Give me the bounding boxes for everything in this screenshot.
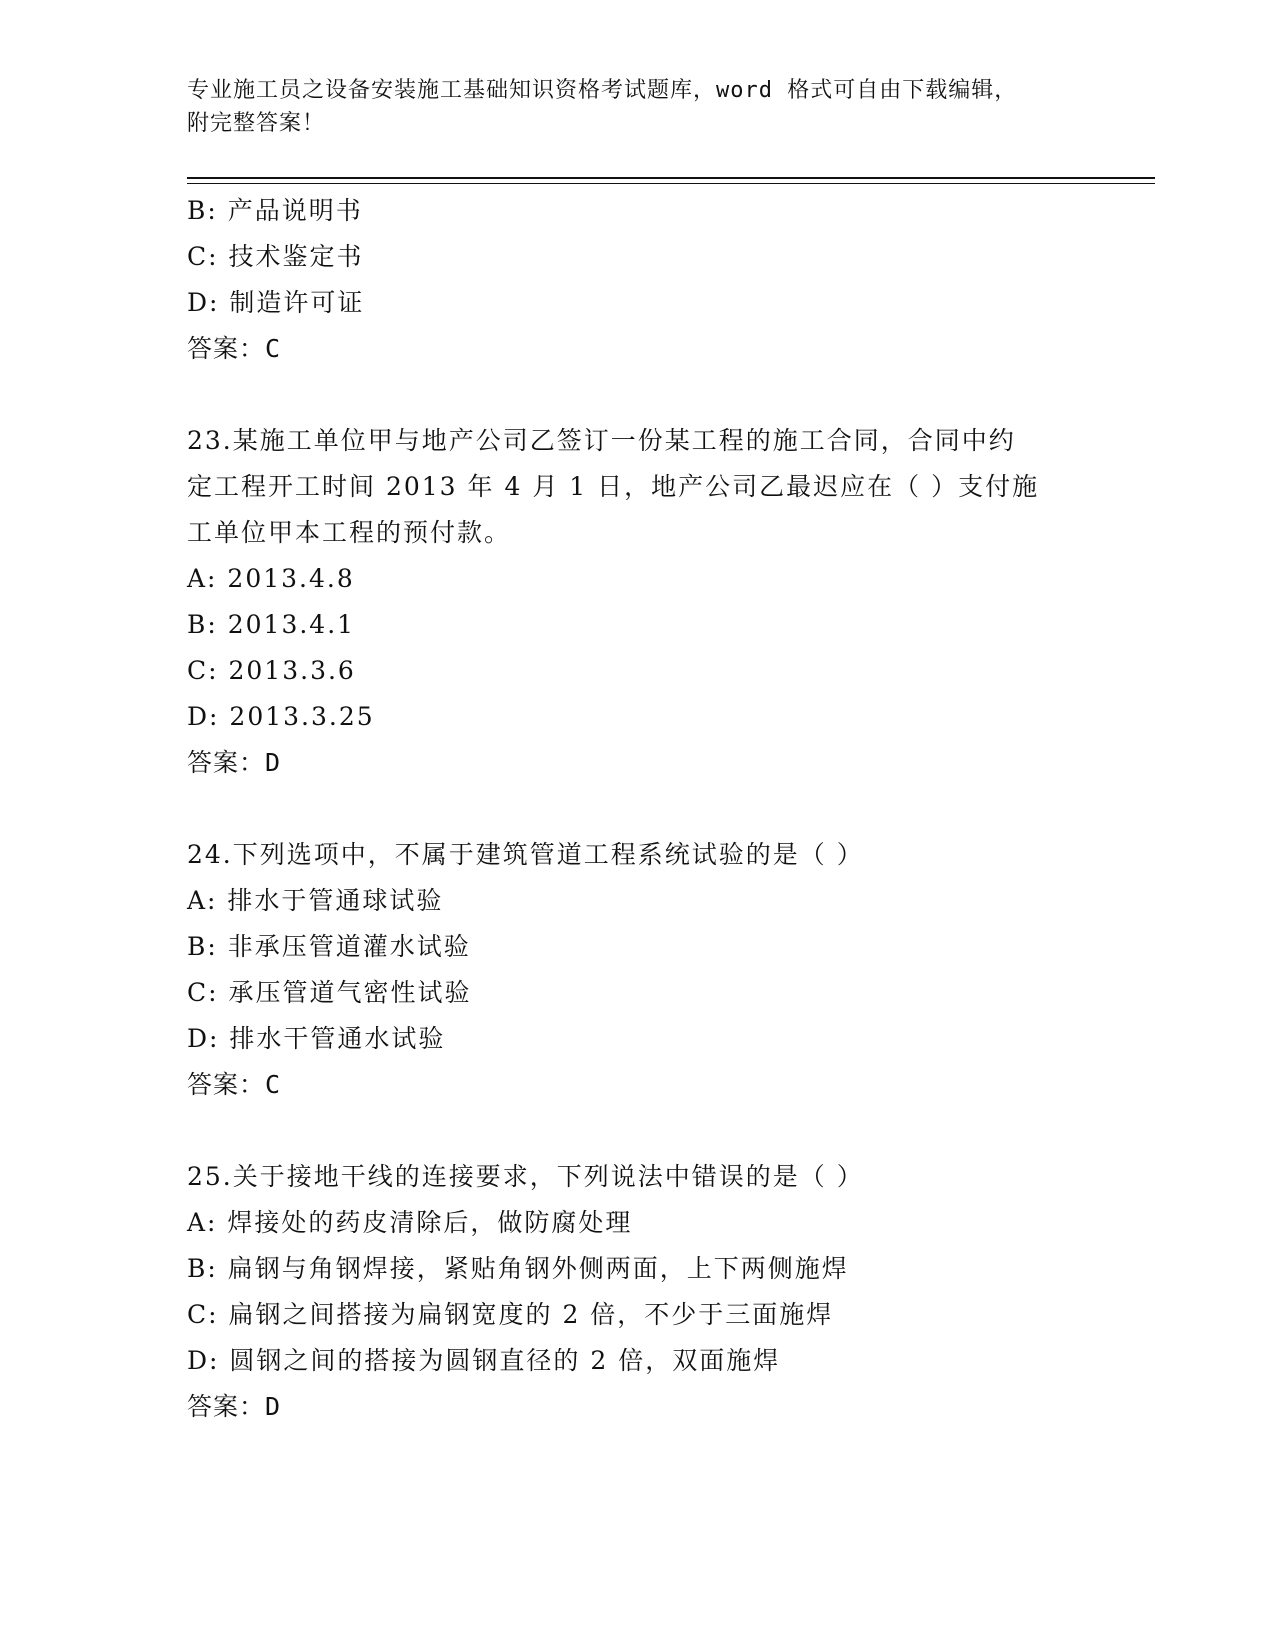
question-stem-line: 23.某施工单位甲与地产公司乙签订一份某工程的施工合同，合同中约 [187,426,1016,455]
answer-line: 答案：D [187,748,282,777]
question-stem-line: 工单位甲本工程的预付款。 [187,518,512,547]
option-c: C: 2013.3.6 [187,656,356,685]
spacer [187,786,1147,832]
option-a: A: 排水于管通球试验 [187,886,444,915]
option-c: C: 技术鉴定书 [187,242,364,271]
question-stem-line: 定工程开工时间 2013 年 4 月 1 日，地产公司乙最迟应在（ ）支付施 [187,472,1040,501]
header-rule-thick [187,177,1155,179]
option-c: C: 承压管道气密性试验 [187,978,472,1007]
answer-line: 答案：D [187,1392,282,1421]
option-b: B: 非承压管道灌水试验 [187,932,471,961]
option-b: B: 产品说明书 [187,196,363,225]
header-line-2: 附完整答案！ [187,111,326,136]
question-25 [187,1154,1147,1430]
header-rule-thin [187,183,1155,184]
option-b: B: 2013.4.1 [187,610,356,639]
page-header [187,74,1087,140]
option-a: A: 2013.4.8 [187,564,355,593]
spacer [187,372,1147,418]
spacer [187,1108,1147,1154]
option-b: B: 扁钢与角钢焊接，紧贴角钢外侧两面，上下两侧施焊 [187,1254,849,1283]
header-line-1: 专业施工员之设备安装施工基础知识资格考试题库，word 格式可自由下载编辑， [187,78,1018,103]
option-a: A: 焊接处的药皮清除后，做防腐处理 [187,1208,633,1237]
option-d: D: 圆钢之间的搭接为圆钢直径的 2 倍，双面施焊 [187,1346,781,1375]
answer-line: 答案：C [187,1070,282,1099]
question-23 [187,418,1147,786]
question-22-continuation [187,188,1147,372]
question-stem-line: 25.关于接地干线的连接要求，下列说法中错误的是（ ） [187,1162,864,1191]
option-d: D: 2013.3.25 [187,702,375,731]
option-d: D: 排水干管通水试验 [187,1024,446,1053]
question-stem-line: 24.下列选项中，不属于建筑管道工程系统试验的是（ ） [187,840,864,869]
question-24 [187,832,1147,1108]
question-content [187,188,1147,1430]
option-c: C: 扁钢之间搭接为扁钢宽度的 2 倍，不少于三面施焊 [187,1300,834,1329]
option-d: D: 制造许可证 [187,288,365,317]
answer-line: 答案：C [187,334,282,363]
